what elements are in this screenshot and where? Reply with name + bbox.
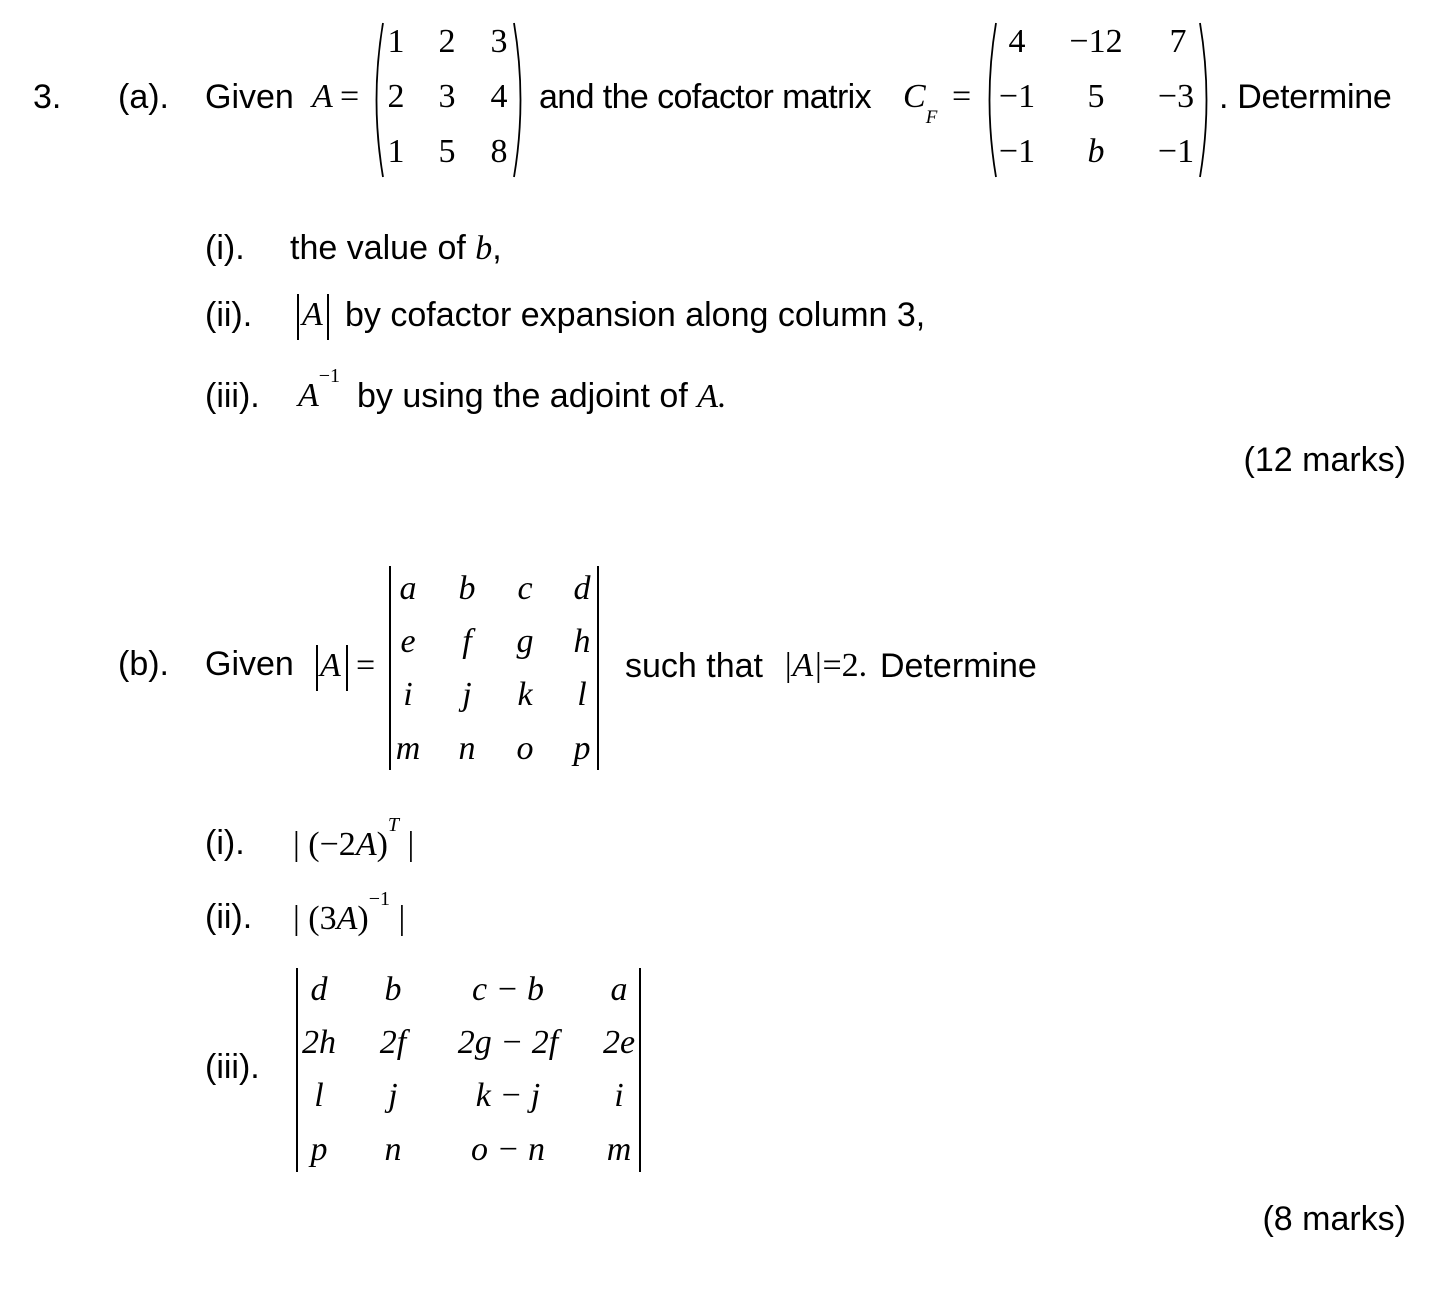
part-b-cond: |A|=2. [783,647,868,684]
det-cell: 2f [379,1024,407,1061]
part-a-given: Given [205,78,294,116]
part-b-iii-right-bar [639,968,641,1172]
matrix-a-cell: 2 [438,23,456,60]
question-number: 3. [33,78,62,116]
det-cell: b [458,570,476,607]
part-a-item-ii-label: (ii). [205,296,253,334]
part-b-label: (b). [118,645,169,683]
part-b-determine: Determine [880,647,1037,685]
matrix-cf-cell: −12 [1069,23,1123,60]
part-b-item-ii-expr: | $(3A)^{-1}$ | [293,887,406,937]
matrix-cf-left-paren [982,22,998,178]
part-a-item-i-label: (i). [205,229,245,267]
matrix-cf-cell: −1 [1157,133,1195,170]
part-b-such-that: such that [625,647,763,685]
matrix-cf-cell: −3 [1157,78,1195,115]
matrix-cf-cell: 5 [1087,78,1105,115]
det-cell: e [400,623,416,660]
det-cell: p [573,730,591,767]
matrix-a-right-paren [512,22,528,178]
det-bar-left [297,294,299,340]
part-b-det-name: A [320,647,341,684]
det-cell: b [384,971,402,1008]
det-cell: d [573,570,591,607]
matrix-a-cell: 3 [490,23,508,60]
matrix-a-left-paren [369,22,385,178]
part-a-item-i-text: the value of b, [290,229,502,267]
det-cell: o − n [471,1131,545,1168]
det-bar-left [316,645,318,691]
det-cell: l [577,676,587,713]
part-b-item-i-label: (i). [205,824,245,862]
det-cell: k − j [475,1077,541,1114]
det-cell: j [462,676,472,713]
part-b-item-ii-label: (ii). [205,898,253,936]
part-a-item-iii-label: (iii). [205,377,260,415]
part-a-item-iii-text: by using the adjoint of A. [357,377,727,415]
det-cell: a [399,570,417,607]
det-cell: 2g − 2f [457,1024,559,1061]
cofactor-text: and the cofactor matrix [539,78,872,116]
part-b-matrix-right-bar [597,566,599,770]
part-a-item-ii-math: A [302,296,323,333]
part-a-item-ii-text: by cofactor expansion along column 3, [345,296,926,334]
det-cell: k [517,676,533,713]
det-cell: l [314,1077,324,1114]
matrix-a-name: A [312,78,333,115]
matrix-a-cell: 5 [438,133,456,170]
cofactor-name: $C_F$ [903,78,938,128]
det-cell: o [516,730,534,767]
part-b-given: Given [205,645,294,683]
matrix-a-cell: 8 [490,133,508,170]
det-cell: i [403,676,413,713]
part-b-marks: (8 marks) [1262,1200,1406,1238]
det-cell: c − b [471,971,545,1008]
part-b-item-i-expr: | $(-2A)^T$ | [293,813,415,863]
det-cell: a [610,971,628,1008]
det-cell: 2e [602,1024,636,1061]
cofactor-subscript: F [925,106,938,128]
part-a-item-iii-math: $A^{-1}$ [298,364,341,414]
det-bar-right [327,294,329,340]
det-bar-right [346,645,348,691]
matrix-cf-cell: 7 [1169,23,1187,60]
det-cell: n [384,1131,402,1168]
det-cell: j [388,1077,398,1114]
matrix-a-cell: 1 [387,23,405,60]
det-cell: i [614,1077,624,1114]
det-cell: c [517,570,533,607]
matrix-a-cell: 4 [490,78,508,115]
matrix-cf-right-paren [1198,22,1214,178]
matrix-a-equals: = [340,78,360,115]
part-b-equals: = [356,647,376,684]
det-cell: m [395,730,421,767]
det-cell: m [606,1131,632,1168]
det-cell: g [516,623,534,660]
part-a-label: (a). [118,78,169,116]
det-cell: f [462,623,472,660]
det-cell: d [310,971,328,1008]
part-a-determine: . Determine [1219,78,1392,116]
matrix-a-cell: 1 [387,133,405,170]
matrix-cf-cell: −1 [998,133,1036,170]
part-b-iii-left-bar [296,968,298,1172]
matrix-a-cell: 2 [387,78,405,115]
cofactor-equals: = [952,78,972,115]
matrix-a-cell: 3 [438,78,456,115]
part-b-item-iii-label: (iii). [205,1048,260,1086]
matrix-cf-cell: b [1087,133,1105,170]
part-a-marks: (12 marks) [1243,441,1406,479]
det-cell: 2h [302,1024,336,1061]
det-cell: p [310,1131,328,1168]
det-cell: h [573,623,591,660]
det-cell: n [458,730,476,767]
matrix-cf-cell: 4 [1008,23,1026,60]
matrix-cf-cell: −1 [998,78,1036,115]
part-b-matrix-left-bar [389,566,391,770]
